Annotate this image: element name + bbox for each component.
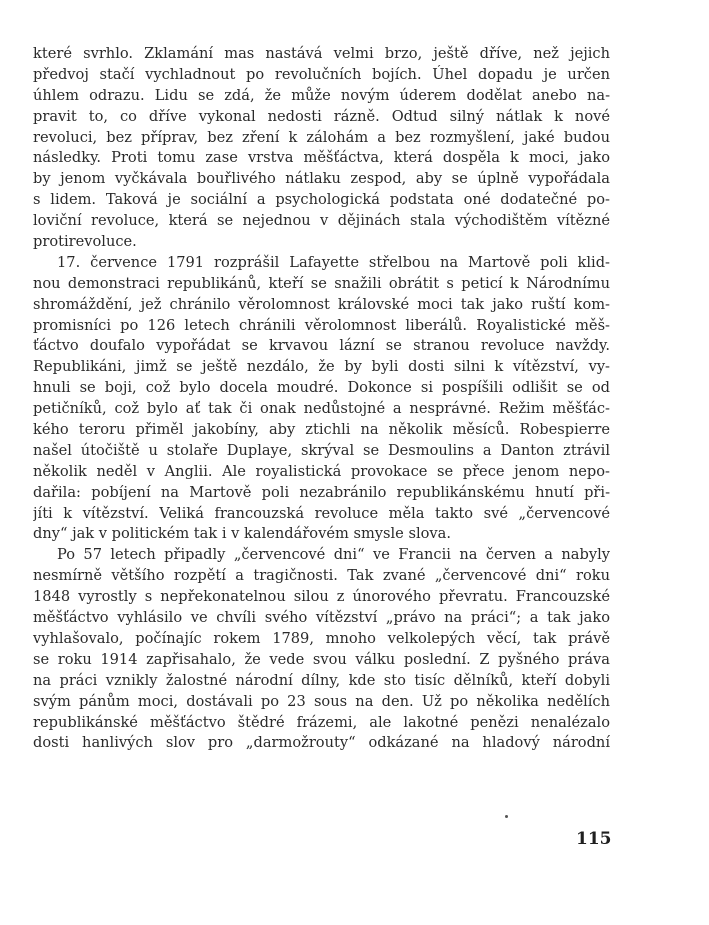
page-number: 115 xyxy=(576,829,612,849)
text-line: předvoj stačí vychladnout po revolučních bojích. Úhel dopadu je určen xyxy=(33,65,610,83)
print-speck xyxy=(505,815,508,818)
text-line: vyhlašovalo, počínajíc rokem 1789, mnoho velkolepých věcí, tak právě xyxy=(33,629,610,647)
text-line: petičníků, což bylo ať tak či onak nedůstojné a nesprávné. Režim měšťác- xyxy=(33,400,610,418)
text-line: by jenom vyčkávala bouřlivého nátlaku zespod, aby se úplně vypořádala xyxy=(33,170,610,188)
text-line: revoluci, bez příprav, bez zření k zálohám a bez rozmyšlení, jaké budou xyxy=(33,128,610,146)
page-body xyxy=(33,44,610,754)
text-line: loviční revoluce, která se nejednou v dějinách stala východištěm vítězné xyxy=(33,212,610,230)
text-line: ťáctvo doufalo vypořádat se krvavou lázní se stranou revoluce navždy. xyxy=(33,337,610,355)
text-line: pravit to, co dříve vykonal nedosti rázně. Odtud silný nátlak k nové xyxy=(33,107,610,125)
text-line: následky. Proti tomu zase vrstva měšťáctva, která dospěla k moci, jako xyxy=(33,149,610,167)
text-line: 1848 vyrostly s nepřekonatelnou silou z únorového převratu. Francouzské xyxy=(33,588,610,606)
text-line: dařila: pobíjení na Martově poli nezabránilo republikánskému hnutí při- xyxy=(33,483,610,501)
paragraph-2 xyxy=(33,253,610,545)
text-line: dosti hanlivých slov pro „darmožrouty“ odkázané na hladový národní xyxy=(33,734,610,752)
text-line: několik neděl v Anglii. Ale royalistická provokace se přece jenom nepo- xyxy=(33,462,610,480)
text-line: které svrhlo. Zklamání mas nastává velmi brzo, ještě dříve, než jejich xyxy=(33,45,610,62)
text-line: svým pánům moci, dostávali po 23 sous na den. Už po několika nedělích xyxy=(33,692,610,710)
text-line: republikánské měšťáctvo štědré frázemi, ale lakotné penězi nenalézalo xyxy=(33,713,610,731)
text-line: našel útočiště u stolaře Duplaye, skrýval se Desmoulins a Danton ztrávil xyxy=(33,441,610,459)
text-line: s lidem. Taková je sociální a psychologická podstata oné dodatečné po- xyxy=(33,191,610,209)
text-line: se roku 1914 zapřisahalo, že vede svou válku poslední. Z pyšného práva xyxy=(33,650,610,668)
text-line: kého teroru přiměl jakobíny, aby ztichli na několik měsíců. Robespierre xyxy=(33,421,610,439)
text-line: hnuli se boji, což bylo docela moudré. Dokonce si pospíšili odlišit se od xyxy=(33,379,610,397)
text-line: promisníci po 126 letech chránili věrolomnost liberálů. Royalistické měš- xyxy=(33,316,610,334)
text-line: nesmírně většího rozpětí a tragičnosti. Tak zvané „červencové dni“ roku xyxy=(33,567,610,585)
text-line: nou demonstraci republikánů, kteří se snažili obrátit s peticí k Národnímu xyxy=(33,274,610,292)
text-line: jíti k vítězství. Veliká francouzská revoluce měla takto své „červencové xyxy=(33,504,610,522)
text-line: měšťáctvo vyhlásilo ve chvíli svého vítězství „právo na práci“; a tak jako xyxy=(33,609,610,627)
paragraph-3 xyxy=(33,545,610,754)
text-line: 17. července 1791 rozprášil Lafayette střelbou na Martově poli klid- xyxy=(57,253,610,271)
text-line: Republikáni, jimž se ještě nezdálo, že by byli dosti silni k vítězství, vy- xyxy=(33,358,610,376)
text-line: Po 57 letech připadly „červencové dni“ ve Francii na červen a nabyly xyxy=(57,546,610,564)
text-line: na práci vznikly žalostné národní dílny, kde sto tisíc dělníků, kteří dobyli xyxy=(33,671,610,689)
text-line: shromáždění, jež chránilo věrolomnost královské moci tak jako ruští kom- xyxy=(33,295,610,313)
text-line: dny“ jak v politickém tak i v kalendářovém smysle slova. xyxy=(33,525,451,543)
text-line: protirevoluce. xyxy=(33,233,137,251)
paragraph-1 xyxy=(33,44,610,253)
text-line: úhlem odrazu. Lidu se zdá, že může novým úderem dodělat anebo na- xyxy=(33,86,610,104)
